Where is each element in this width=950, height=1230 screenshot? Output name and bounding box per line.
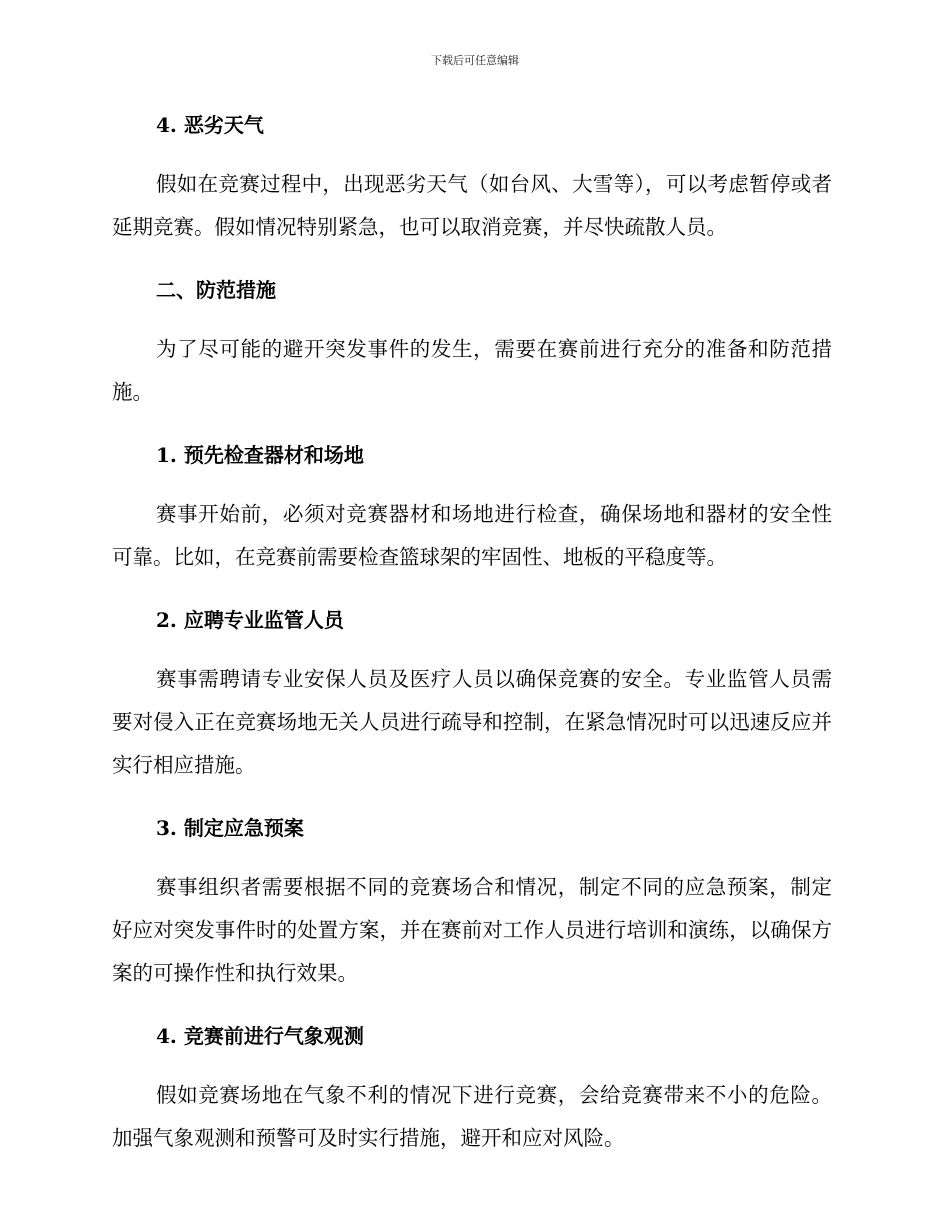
section-heading: 3. 制定应急预案 (156, 816, 304, 840)
section-heading: 二、防范措施 (156, 278, 276, 302)
section-paragraph: 假如竞赛场地在气象不利的情况下进行竞赛，会给竞赛带来不小的危险。加强气象观测和预警可及时实行措施，避开和应对风险。 (112, 1083, 832, 1150)
section (112, 605, 832, 813)
document-body (112, 110, 832, 1160)
section (112, 1021, 832, 1160)
section-heading: 4. 恶劣天气 (156, 113, 264, 137)
section (112, 275, 832, 440)
section-heading: 1. 预先检查器材和场地 (156, 443, 364, 467)
section (112, 110, 832, 275)
section-paragraph: 为了尽可能的避开突发事件的发生，需要在赛前进行充分的准备和防范措施。 (112, 337, 832, 404)
section (112, 813, 832, 1021)
section-paragraph: 赛事开始前，必须对竞赛器材和场地进行检查，确保场地和器材的安全性可靠。比如，在竞赛前需要检查篮球架的牢固性、地板的平稳度等。 (112, 502, 832, 569)
section-paragraph: 赛事需聘请专业安保人员及医疗人员以确保竞赛的安全。专业监管人员需要对侵入正在竞赛场地无关人员进行疏导和控制，在紧急情况时可以迅速反应并实行相应措施。 (112, 667, 832, 777)
section-heading: 2. 应聘专业监管人员 (156, 608, 344, 632)
page-header: 下载后可任意编辑 (431, 54, 519, 67)
section-heading: 4. 竞赛前进行气象观测 (156, 1024, 364, 1048)
section-paragraph: 假如在竞赛过程中，出现恶劣天气（如台风、大雪等），可以考虑暂停或者延期竞赛。假如情况特别紧急，也可以取消竞赛，并尽快疏散人员。 (112, 172, 832, 239)
section-paragraph: 赛事组织者需要根据不同的竞赛场合和情况，制定不同的应急预案，制定好应对突发事件时的处置方案，并在赛前对工作人员进行培训和演练，以确保方案的可操作性和执行效果。 (112, 875, 832, 985)
section (112, 440, 832, 605)
